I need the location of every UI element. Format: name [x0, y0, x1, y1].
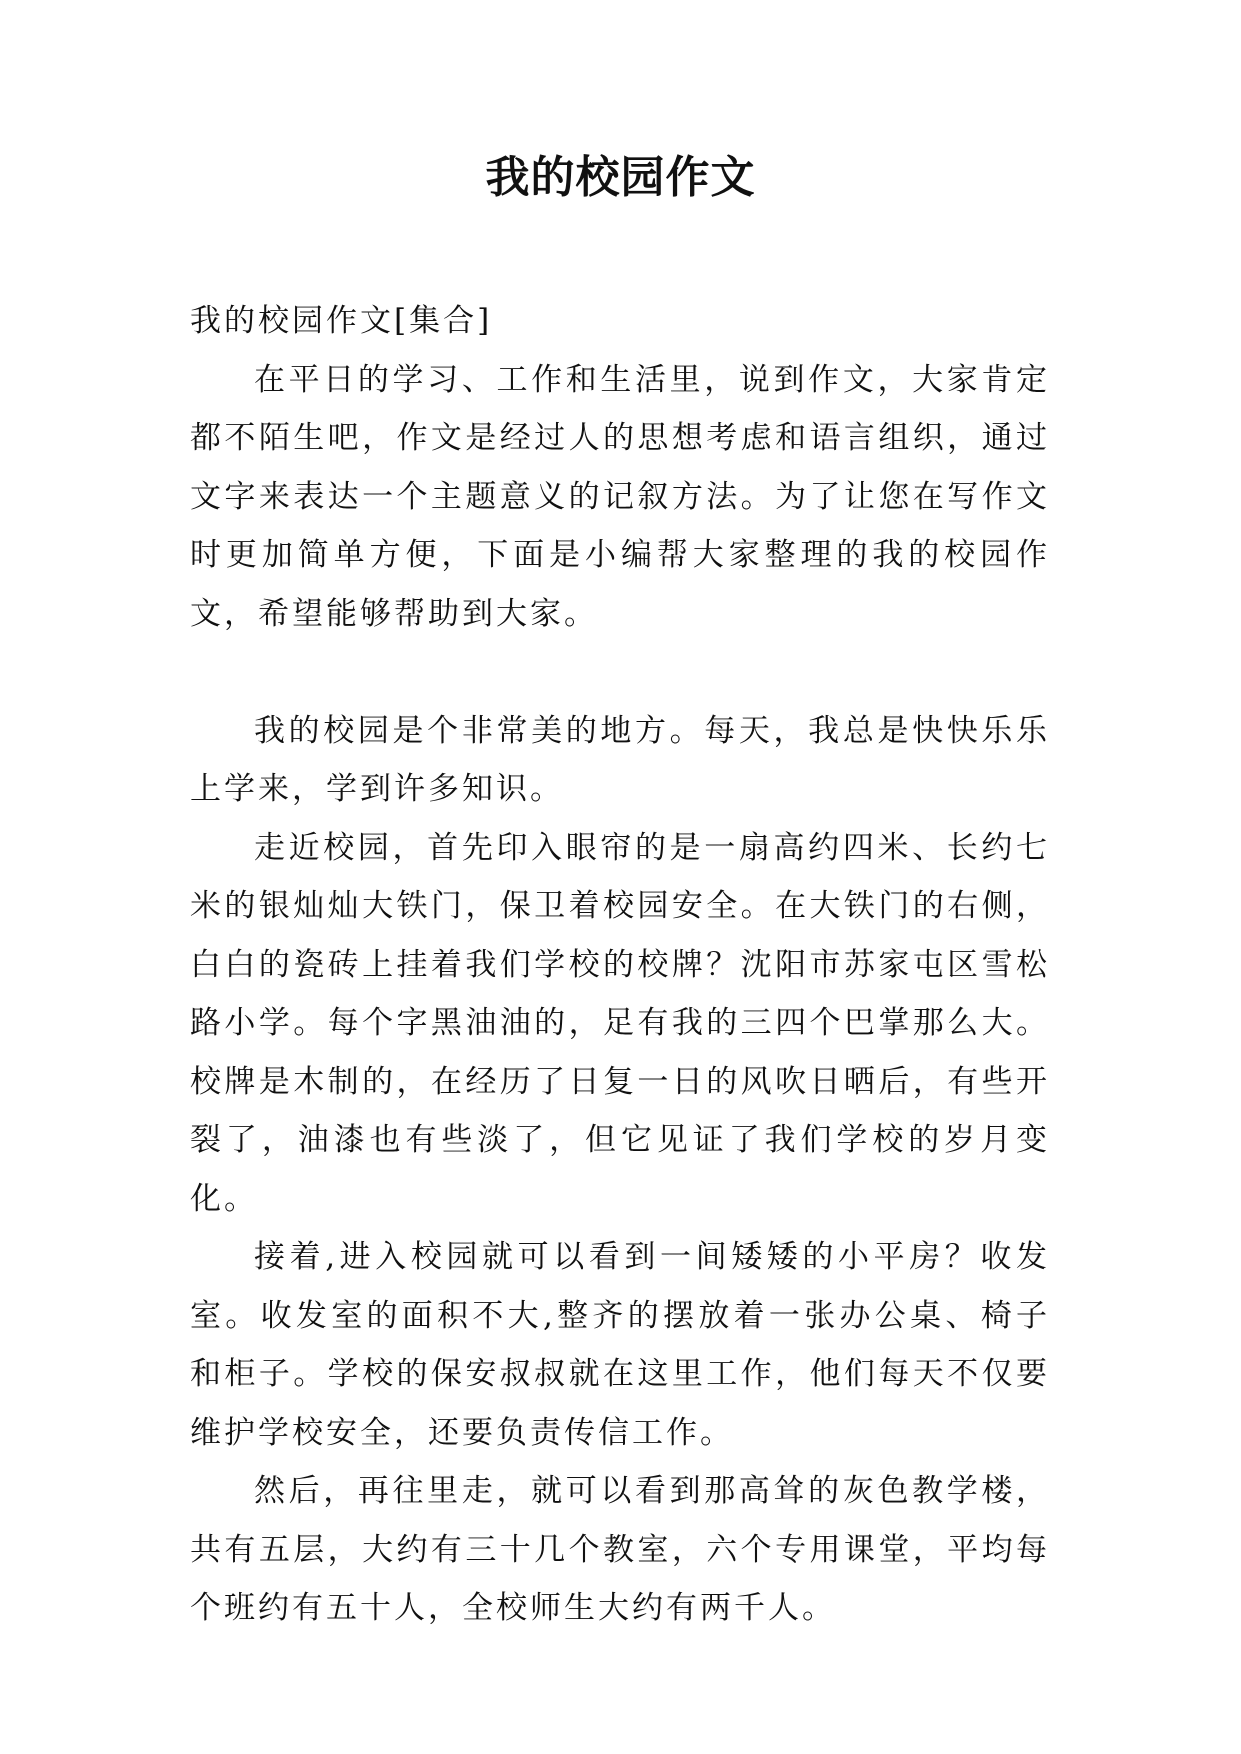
document-subtitle: 我的校园作文[集合]: [190, 303, 493, 339]
document-body: [190, 292, 1050, 1638]
intro-paragraph: 在平日的学习、工作和生活里，说到作文，大家肯定都不陌生吧，作文是经过人的思想考虑和语言组织，通过文字来表达一个主题意义的记叙方法。为了让您在写作文时更加简单方便，下面是小编帮大家整理的我的校园作文，希望能够帮助到大家。: [190, 361, 1050, 632]
paragraph-gap: [190, 643, 1050, 702]
body-paragraph: 接着,进入校园就可以看到一间矮矮的小平房？收发室。收发室的面积不大,整齐的摆放着一张办公桌、椅子和柜子。学校的保安叔叔就在这里工作，他们每天不仅要维护学校安全，还要负责传信工作。: [190, 1239, 1050, 1451]
body-paragraph: 走近校园，首先印入眼帘的是一扇高约四米、长约七米的银灿灿大铁门，保卫着校园安全。在大铁门的右侧，白白的瓷砖上挂着我们学校的校牌？沈阳市苏家屯区雪松路小学。每个字黑油油的，足有我的三四个巴掌那么大。校牌是木制的，在经历了日复一日的风吹日晒后，有些开裂了，油漆也有些淡了，但它见证了我们学校的岁月变化。: [190, 829, 1050, 1217]
body-paragraph: 然后，再往里走，就可以看到那高耸的灰色教学楼，共有五层，大约有三十几个教室，六个专用课堂，平均每个班约有五十人，全校师生大约有两千人。: [190, 1473, 1050, 1626]
document-title: 我的校园作文: [485, 152, 756, 203]
body-paragraph: 我的校园是个非常美的地方。每天，我总是快快乐乐上学来，学到许多知识。: [190, 712, 1050, 807]
